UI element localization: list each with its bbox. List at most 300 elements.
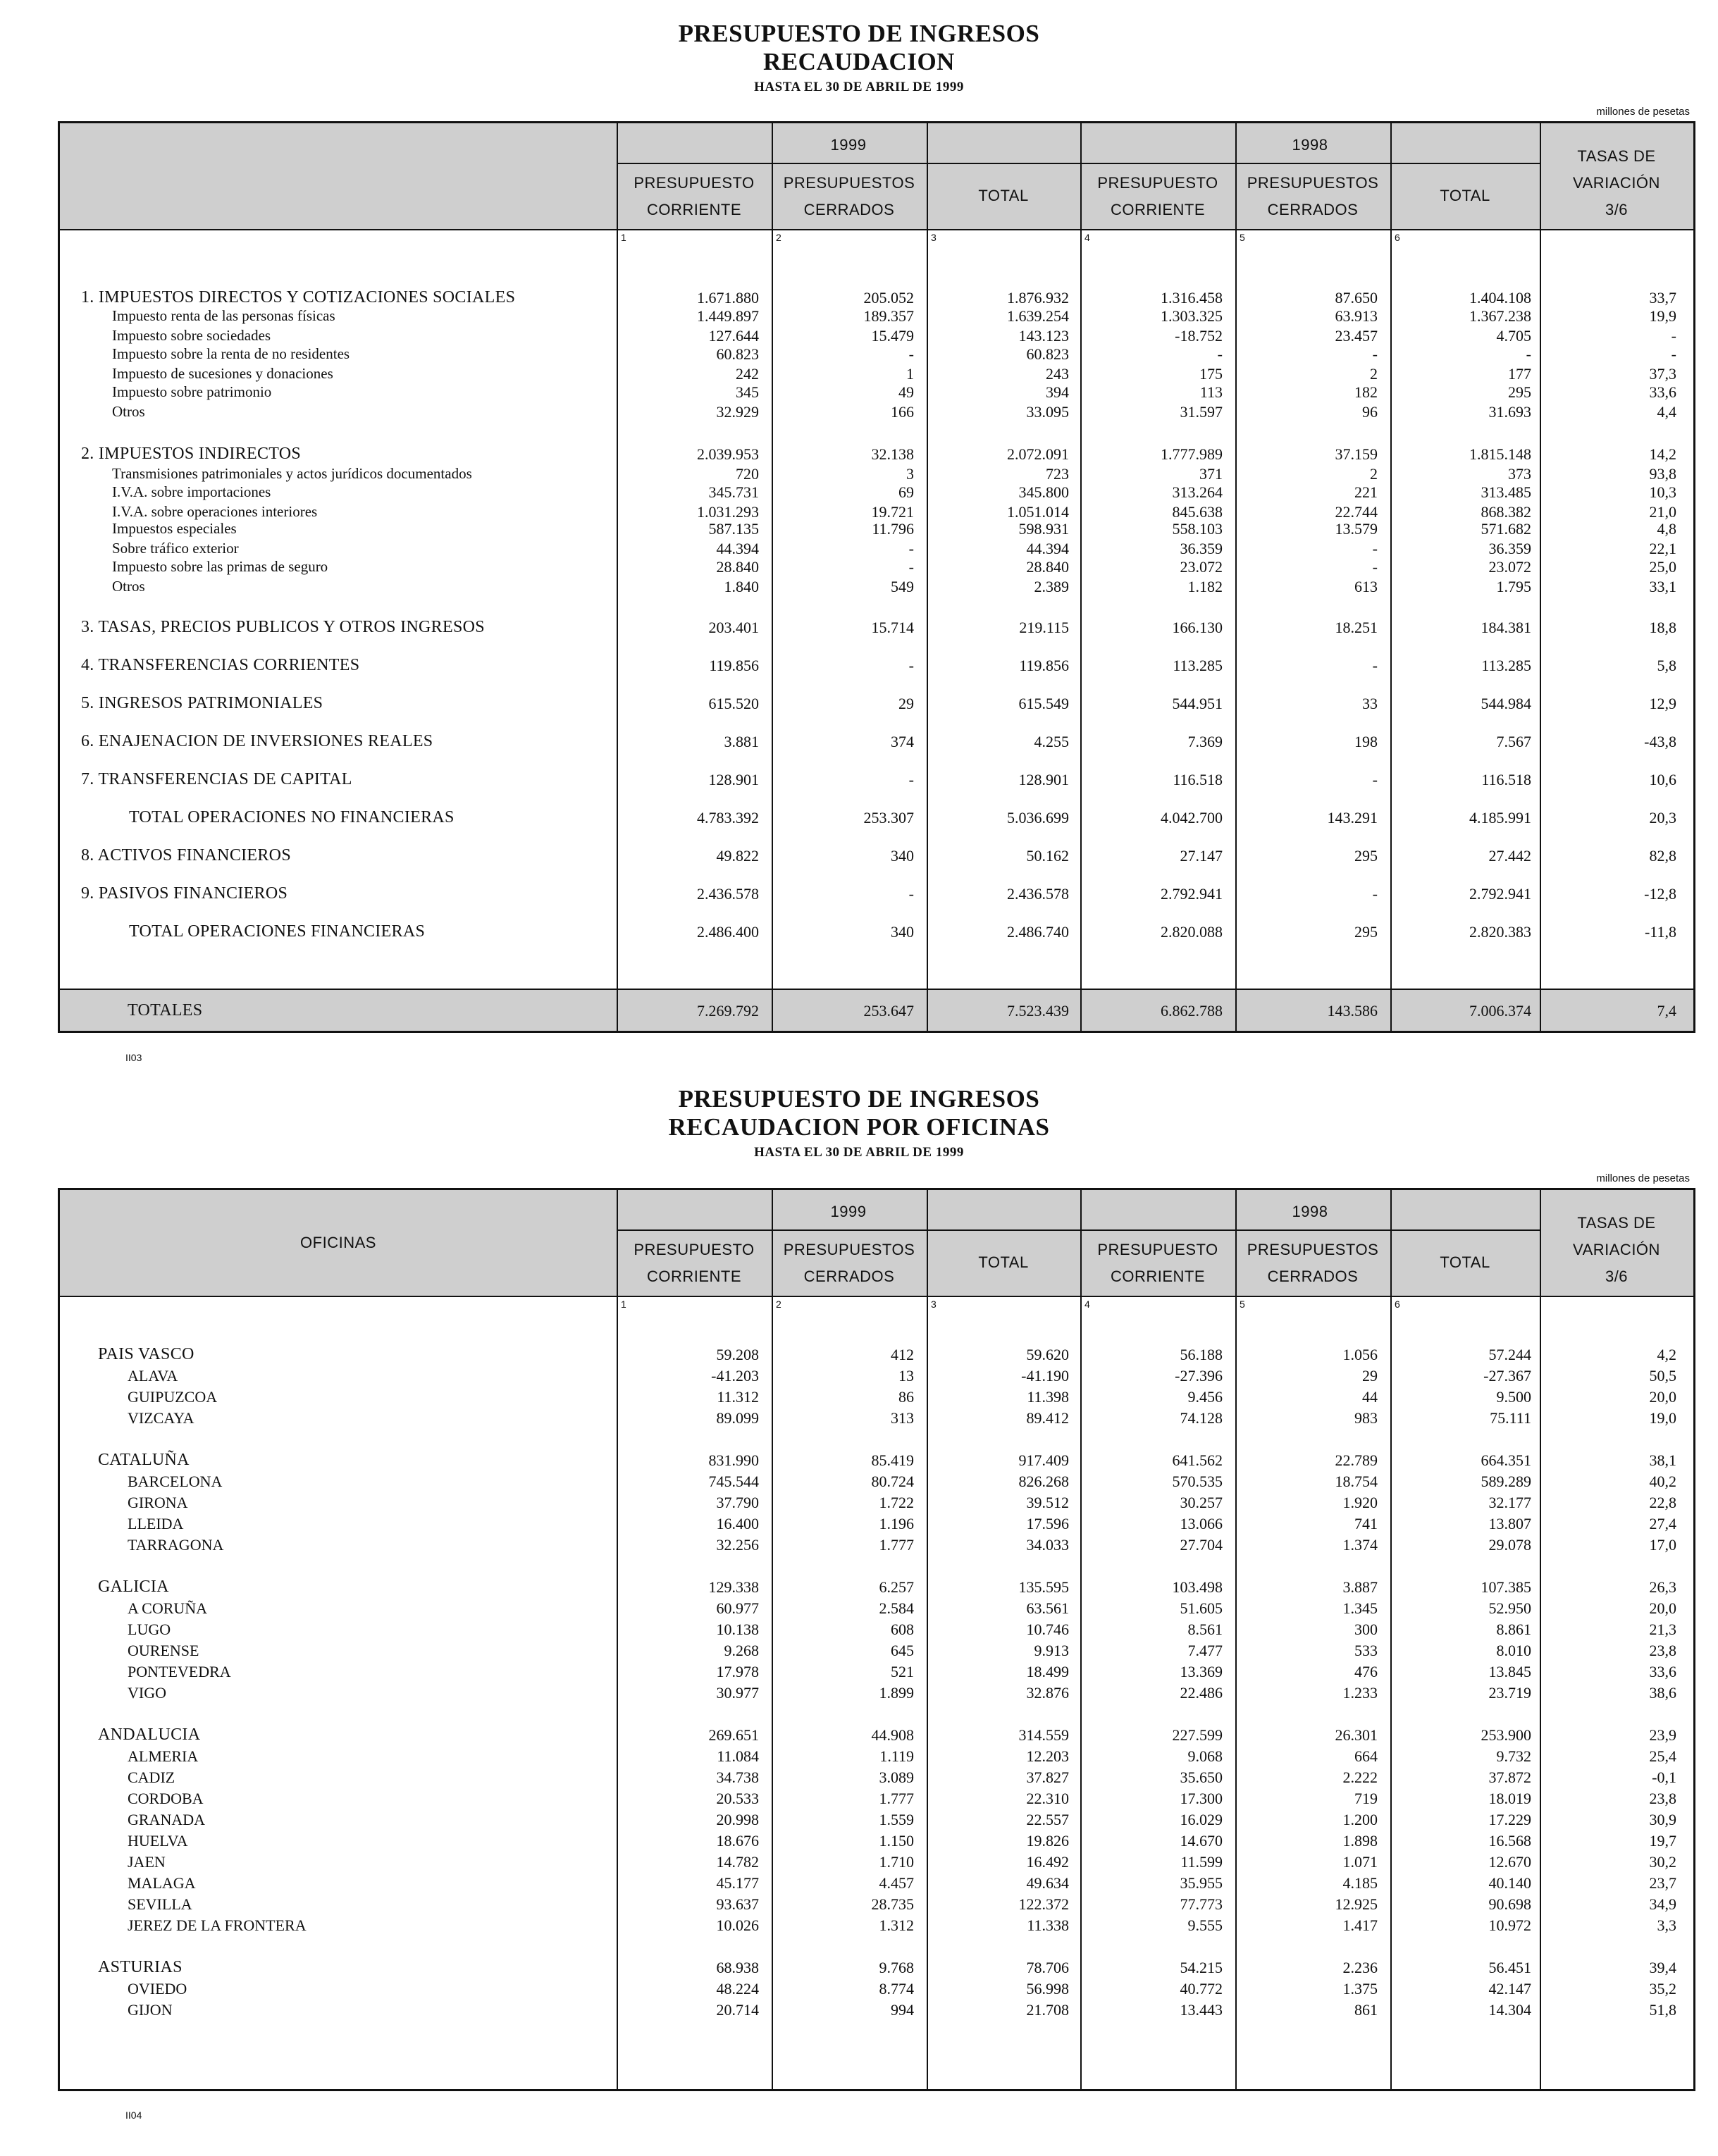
page-footer: II03: [125, 1052, 142, 1063]
table-cell: 20,0: [1649, 1388, 1676, 1406]
table-cell: 49.822: [716, 847, 759, 865]
table-cell: 558.103: [1172, 520, 1223, 538]
row-label: Otros: [112, 578, 145, 595]
table-row: [60, 1620, 1698, 1639]
table-cell: 23,8: [1649, 1642, 1676, 1659]
table-cell: 544.951: [1172, 695, 1223, 712]
table-cell: 269.651: [708, 1726, 759, 1744]
table-cell: 78.706: [1026, 1959, 1069, 1976]
table-cell: 177: [1508, 365, 1531, 383]
col-number: 5: [1240, 1299, 1245, 1310]
table-cell: 9.068: [1187, 1747, 1223, 1765]
table-cell: 113: [1199, 383, 1223, 401]
row-label: Otros: [112, 403, 145, 420]
table-cell: 135.595: [1018, 1578, 1069, 1596]
table-cell: 36.359: [1180, 540, 1223, 557]
col-header-total-1999: TOTAL: [978, 1253, 1029, 1271]
table-cell: 219.115: [1019, 619, 1069, 636]
table-cell: 868.382: [1481, 503, 1531, 521]
table-cell: 570.535: [1172, 1473, 1223, 1490]
table-cell: 295: [1354, 923, 1378, 941]
col-number: 6: [1395, 232, 1400, 243]
table-cell: 18.754: [1335, 1473, 1378, 1490]
table-cell: 44.394: [716, 540, 759, 557]
table-cell: 641.562: [1172, 1451, 1223, 1469]
table-row: [60, 1916, 1698, 1935]
table-cell: 1.899: [879, 1684, 914, 1702]
table-cell: 9.268: [724, 1642, 759, 1659]
table-cell: 10,6: [1649, 771, 1676, 788]
table-cell: 313.485: [1481, 483, 1531, 501]
table-cell: 19,9: [1649, 307, 1676, 325]
table-cell: 1.559: [879, 1811, 914, 1828]
table-cell: 37.827: [1026, 1768, 1069, 1786]
table-row: [60, 326, 1698, 345]
table-cell: 33,6: [1649, 1663, 1676, 1680]
table-cell: 1.196: [879, 1515, 914, 1532]
table-cell: 1.840: [724, 578, 759, 595]
table-cell: 27.704: [1180, 1536, 1223, 1554]
table-cell: 29: [898, 695, 914, 712]
table-cell: 44: [1362, 1388, 1378, 1406]
table-cell: 14.670: [1180, 1832, 1223, 1850]
table-cell: 300: [1354, 1621, 1378, 1638]
totals-cell: 143.586: [1327, 1002, 1378, 1020]
table-cell: 2.436.578: [697, 885, 759, 903]
table-cell: 93,8: [1649, 465, 1676, 483]
table-cell: 521: [891, 1663, 914, 1680]
table-cell: 831.990: [708, 1451, 759, 1469]
table-cell: 10.026: [716, 1916, 759, 1934]
row-label: LUGO: [128, 1621, 171, 1638]
table-cell: 14.782: [716, 1853, 759, 1871]
table-cell: 60.823: [716, 345, 759, 363]
table-cell: 12.203: [1026, 1747, 1069, 1765]
col-header-pc-1998: PRESUPUESTO CORRIENTE: [1097, 1241, 1218, 1285]
col-number: 4: [1084, 232, 1090, 243]
table-cell: 2.486.740: [1007, 923, 1069, 941]
table-cell: 113.285: [1481, 657, 1531, 674]
table-cell: 1.312: [879, 1916, 914, 1934]
table-cell: 34.033: [1026, 1536, 1069, 1554]
table-cell: -: [1372, 345, 1378, 363]
table-cell: -12,8: [1644, 885, 1676, 903]
table-cell: 44.394: [1026, 540, 1069, 557]
table-cell: 37.159: [1335, 445, 1378, 463]
table-row: [60, 464, 1698, 483]
table-cell: 2.820.088: [1161, 923, 1223, 941]
row-label: Impuesto renta de las personas físicas: [112, 307, 335, 324]
table-cell: 31.597: [1180, 403, 1223, 421]
col-header-total-1998: TOTAL: [1440, 1253, 1490, 1271]
table-cell: 10,3: [1649, 483, 1676, 501]
table-cell: 1.200: [1342, 1811, 1378, 1828]
table-cell: 16.568: [1488, 1832, 1531, 1850]
table-cell: 2.486.400: [697, 923, 759, 941]
row-label: 5. INGRESOS PATRIMONIALES: [81, 694, 323, 712]
table-row: [60, 502, 1698, 521]
table-cell: 221: [1354, 483, 1378, 501]
table-cell: 1.777: [879, 1790, 914, 1807]
table-row: [60, 1747, 1698, 1766]
table-cell: 33.095: [1026, 403, 1069, 421]
table-cell: 34,9: [1649, 1895, 1676, 1913]
table-cell: 10.746: [1026, 1621, 1069, 1638]
table-cell: 2.389: [1034, 578, 1069, 595]
table-cell: 89.412: [1026, 1409, 1069, 1427]
table-cell: 33,7: [1649, 289, 1676, 306]
page-footer: II04: [125, 2109, 142, 2121]
table-cell: 533: [1354, 1642, 1378, 1659]
col-line: [617, 1190, 618, 2089]
table-cell: 1.367.238: [1469, 307, 1531, 325]
table-cell: 143.123: [1018, 327, 1069, 345]
row-label: Transmisiones patrimoniales y actos jurídicos documentados: [112, 465, 472, 482]
table-cell: 723: [1046, 465, 1069, 483]
table-cell: 31.693: [1488, 403, 1531, 421]
table-row: [60, 1662, 1698, 1681]
totals-divider: [60, 989, 1693, 990]
table-row: [60, 539, 1698, 558]
row-label: 8. ACTIVOS FINANCIEROS: [81, 846, 291, 865]
table-cell: 13.845: [1488, 1663, 1531, 1680]
page-title: PRESUPUESTO DE INGRESOS: [678, 1085, 1040, 1113]
row-label: Impuesto sobre la renta de no residentes: [112, 345, 350, 362]
table-cell: 20.998: [716, 1811, 759, 1828]
table-cell: 28.840: [716, 558, 759, 576]
row-label: JAEN: [128, 1853, 166, 1871]
table-cell: 17.596: [1026, 1515, 1069, 1532]
table-cell: 127.644: [708, 327, 759, 345]
table-cell: 93.637: [716, 1895, 759, 1913]
table-cell: 27,4: [1649, 1515, 1676, 1532]
table-row: [60, 1451, 1698, 1470]
table-cell: 1.722: [879, 1494, 914, 1511]
table-cell: 719: [1354, 1790, 1378, 1807]
table-cell: 51,8: [1649, 2001, 1676, 2019]
page-title-2: RECAUDACION: [763, 48, 955, 75]
table-row: [60, 1493, 1698, 1512]
table-row: [60, 345, 1698, 364]
totals-cell: 253.647: [863, 1002, 914, 1020]
table-cell: 1.051.014: [1007, 503, 1069, 521]
table-cell: 27.442: [1488, 847, 1531, 865]
table-cell: 2.792.941: [1469, 885, 1531, 903]
table-cell: -18.752: [1175, 327, 1223, 345]
table-cell: 2.222: [1342, 1768, 1378, 1786]
table-cell: 90.698: [1488, 1895, 1531, 1913]
row-label: GIRONA: [128, 1494, 188, 1511]
table-row: [60, 1387, 1698, 1406]
col-number: 3: [931, 232, 937, 243]
row-label: I.V.A. sobre operaciones interiores: [112, 503, 318, 520]
table-cell: 116.518: [1481, 771, 1531, 788]
table-cell: 22.486: [1180, 1684, 1223, 1702]
table-row: [60, 483, 1698, 502]
table-cell: 371: [1199, 465, 1223, 483]
table-cell: 10.972: [1488, 1916, 1531, 1934]
year-1999-header: 1999: [830, 1203, 867, 1220]
table-cell: 589.289: [1481, 1473, 1531, 1490]
table-cell: 40.772: [1180, 1980, 1223, 1997]
table-cell: 42.147: [1488, 1980, 1531, 1997]
table-cell: 845.638: [1172, 503, 1223, 521]
table-cell: 77.773: [1180, 1895, 1223, 1913]
table-cell: 40.140: [1488, 1874, 1531, 1892]
table-cell: 20,3: [1649, 809, 1676, 826]
table-cell: 32.177: [1488, 1494, 1531, 1511]
col-header-tasas: TASAS DE VARIACIÓN 3/6: [1573, 1214, 1660, 1285]
table-cell: -: [908, 345, 914, 363]
table-cell: 60.823: [1026, 345, 1069, 363]
row-label: OURENSE: [128, 1642, 199, 1659]
table-cell: 119.856: [709, 657, 759, 674]
table-cell: 12.925: [1335, 1895, 1378, 1913]
table-cell: 13.443: [1180, 2001, 1223, 2019]
row-label: 9. PASIVOS FINANCIEROS: [81, 884, 288, 903]
table-cell: 51.605: [1180, 1599, 1223, 1617]
table-cell: 9.732: [1496, 1747, 1531, 1765]
table-row: [60, 1345, 1698, 1364]
row-label: TARRAGONA: [128, 1536, 224, 1554]
table-cell: 32.929: [716, 403, 759, 421]
table-cell: 5,8: [1657, 657, 1676, 674]
table-cell: 664.351: [1481, 1451, 1531, 1469]
table-cell: 394: [1046, 383, 1069, 401]
table-cell: 1.920: [1342, 1494, 1378, 1511]
page-subtitle: HASTA EL 30 DE ABRIL DE 1999: [754, 1145, 964, 1160]
col-number: 2: [776, 1299, 781, 1310]
table-cell: 82,8: [1649, 847, 1676, 865]
table-cell: 89.099: [716, 1409, 759, 1427]
table-cell: 2.792.941: [1161, 885, 1223, 903]
col-line: [927, 1190, 928, 2089]
table-cell: 1.031.293: [697, 503, 759, 521]
table-cell: 63.561: [1026, 1599, 1069, 1617]
row-label: 3. TASAS, PRECIOS PUBLICOS Y OTROS INGRESOS: [81, 618, 485, 636]
table-cell: 37,3: [1649, 365, 1676, 383]
table-row: [60, 1683, 1698, 1702]
row-label: OVIEDO: [128, 1980, 187, 1997]
header-divider: [60, 229, 1693, 230]
row-label: TOTAL OPERACIONES FINANCIERAS: [129, 922, 426, 941]
table-cell: 203.401: [708, 619, 759, 636]
table-cell: 13.066: [1180, 1515, 1223, 1532]
table-cell: 345.731: [708, 483, 759, 501]
table-cell: 28.840: [1026, 558, 1069, 576]
table-cell: 12.670: [1488, 1853, 1531, 1871]
table-cell: 4.457: [879, 1874, 914, 1892]
table-cell: 50,5: [1649, 1367, 1676, 1384]
table-cell: 18,8: [1649, 619, 1676, 636]
table-row: [60, 1873, 1698, 1892]
table-cell: 29.078: [1488, 1536, 1531, 1554]
table-cell: 2.820.383: [1469, 923, 1531, 941]
table-cell: 16.400: [716, 1515, 759, 1532]
table-row: [60, 1895, 1698, 1914]
table-cell: 11.599: [1180, 1853, 1223, 1871]
table-cell: 1.375: [1342, 1980, 1378, 1997]
table-cell: 74.128: [1180, 1409, 1223, 1427]
table-cell: 1.056: [1342, 1346, 1378, 1363]
table-cell: 1.671.880: [697, 289, 759, 306]
table-cell: 23.072: [1488, 558, 1531, 576]
table-cell: 1.876.932: [1007, 289, 1069, 306]
col-line: [1390, 1190, 1392, 2089]
table-cell: 18.251: [1335, 619, 1378, 636]
table-cell: -27.396: [1175, 1367, 1223, 1384]
table-cell: 49: [898, 383, 914, 401]
table-cell: 4,4: [1657, 403, 1676, 421]
table-cell: 21,0: [1649, 503, 1676, 521]
table-cell: 60.977: [716, 1599, 759, 1617]
table-cell: 826.268: [1018, 1473, 1069, 1490]
col-header-pcerr-1999: PRESUPUESTOS CERRADOS: [783, 174, 915, 218]
table-cell: 45.177: [716, 1874, 759, 1892]
table-cell: 1.374: [1342, 1536, 1378, 1554]
table-row: [60, 1789, 1698, 1808]
table-cell: 613: [1354, 578, 1378, 595]
table-row: [60, 383, 1698, 402]
table-cell: 23,7: [1649, 1874, 1676, 1892]
table-cell: 26.301: [1335, 1726, 1378, 1744]
table-cell: 18.019: [1488, 1790, 1531, 1807]
table-cell: 13.579: [1335, 520, 1378, 538]
table-cell: 30.977: [716, 1684, 759, 1702]
table-cell: 2.072.091: [1007, 445, 1069, 463]
row-label: ANDALUCIA: [98, 1726, 201, 1744]
table-cell: 14,2: [1649, 445, 1676, 463]
table-cell: 242: [736, 365, 759, 383]
offices-table: [58, 1188, 1695, 2091]
row-label: Impuesto de sucesiones y donaciones: [112, 365, 333, 382]
table-cell: 3.089: [879, 1768, 914, 1786]
table-cell: 8.010: [1496, 1642, 1531, 1659]
table-cell: 2.436.578: [1007, 885, 1069, 903]
table-row: [60, 846, 1698, 865]
row-label: SEVILLA: [128, 1895, 192, 1913]
table-cell: 30,9: [1649, 1811, 1676, 1828]
table-cell: 2: [1370, 465, 1378, 483]
row-label: 7. TRANSFERENCIAS DE CAPITAL: [81, 770, 352, 788]
table-cell: 18.499: [1026, 1663, 1069, 1680]
table-cell: 166.130: [1172, 619, 1223, 636]
row-label: A CORUÑA: [128, 1599, 208, 1617]
col-number: 2: [776, 232, 781, 243]
table-row: [60, 808, 1698, 827]
table-cell: 2: [1370, 365, 1378, 383]
table-cell: 1.639.254: [1007, 307, 1069, 325]
table-cell: 59.208: [716, 1346, 759, 1363]
row-label: VIGO: [128, 1684, 166, 1702]
table-cell: 1.119: [879, 1747, 914, 1765]
table-cell: 587.135: [708, 520, 759, 538]
table-cell: 23,9: [1649, 1726, 1676, 1744]
table-cell: 57.244: [1488, 1346, 1531, 1363]
col-line: [1540, 1190, 1541, 2089]
table-cell: 22,1: [1649, 540, 1676, 557]
col-number: 1: [621, 232, 626, 243]
table-cell: 29: [1362, 1367, 1378, 1384]
table-cell: -41.203: [711, 1367, 759, 1384]
col-line: [1080, 1190, 1082, 2089]
table-cell: 86: [898, 1388, 914, 1406]
table-row: [60, 577, 1698, 596]
row-label: Impuesto sobre sociedades: [112, 327, 271, 344]
row-label: ALMERIA: [128, 1747, 199, 1765]
table-cell: 39.512: [1026, 1494, 1069, 1511]
unit-label: millones de pesetas: [1596, 1172, 1690, 1184]
table-cell: 184.381: [1481, 619, 1531, 636]
page-recaudacion-oficinas: [0, 1078, 1718, 2156]
table-cell: 549: [891, 578, 914, 595]
table-cell: 17.300: [1180, 1790, 1223, 1807]
table-cell: 9.913: [1034, 1642, 1069, 1659]
col-header-total-1998: TOTAL: [1440, 187, 1490, 204]
row-label: Impuestos especiales: [112, 520, 237, 537]
row-label: GRANADA: [128, 1811, 205, 1828]
table-row: [60, 1768, 1698, 1787]
table-cell: 166: [891, 403, 914, 421]
table-cell: 1: [906, 365, 914, 383]
totals-cell: 7.006.374: [1469, 1002, 1531, 1020]
table-cell: 11.312: [717, 1388, 759, 1406]
table-cell: 21.708: [1026, 2001, 1069, 2019]
row-label: 4. TRANSFERENCIAS CORRIENTES: [81, 656, 360, 674]
table-row: [60, 1641, 1698, 1660]
table-cell: 2.236: [1342, 1959, 1378, 1976]
table-cell: 313: [891, 1409, 914, 1427]
table-cell: 198: [1354, 733, 1378, 750]
col-header-pc-1998: PRESUPUESTO CORRIENTE: [1097, 174, 1218, 218]
table-cell: 80.724: [871, 1473, 914, 1490]
table-cell: -: [908, 540, 914, 557]
table-cell: 741: [1354, 1515, 1378, 1532]
table-cell: 49.634: [1026, 1874, 1069, 1892]
year-divider: [617, 1229, 1541, 1231]
table-cell: 37.872: [1488, 1768, 1531, 1786]
table-cell: 48.224: [716, 1980, 759, 1997]
table-cell: 340: [891, 847, 914, 865]
table-row: [60, 618, 1698, 637]
table-cell: 1.777.989: [1161, 445, 1223, 463]
table-cell: 7.369: [1187, 733, 1223, 750]
page-title: PRESUPUESTO DE INGRESOS: [678, 20, 1040, 47]
table-cell: 128.901: [1018, 771, 1069, 788]
table-cell: 8.561: [1187, 1621, 1223, 1638]
table-cell: 19.721: [871, 503, 914, 521]
table-cell: 8.774: [879, 1980, 914, 1997]
table-row: [60, 732, 1698, 751]
col-line: [772, 1190, 773, 2089]
table-cell: 17.229: [1488, 1811, 1531, 1828]
table-cell: 4,8: [1657, 520, 1676, 538]
table-cell: 23,8: [1649, 1790, 1676, 1807]
table-cell: 615.549: [1018, 695, 1069, 712]
table-cell: 1.182: [1187, 578, 1223, 595]
table-row: [60, 1514, 1698, 1533]
table-cell: 38,1: [1649, 1451, 1676, 1469]
table-cell: 113.285: [1173, 657, 1223, 674]
table-cell: 22.557: [1026, 1811, 1069, 1828]
table-cell: 345: [736, 383, 759, 401]
table-cell: -43,8: [1644, 733, 1676, 750]
table-cell: 9.555: [1187, 1916, 1223, 1934]
table-cell: 19,7: [1649, 1832, 1676, 1850]
table-cell: 69: [898, 483, 914, 501]
row-label: GIJON: [128, 2001, 173, 2019]
table-cell: 32.876: [1026, 1684, 1069, 1702]
